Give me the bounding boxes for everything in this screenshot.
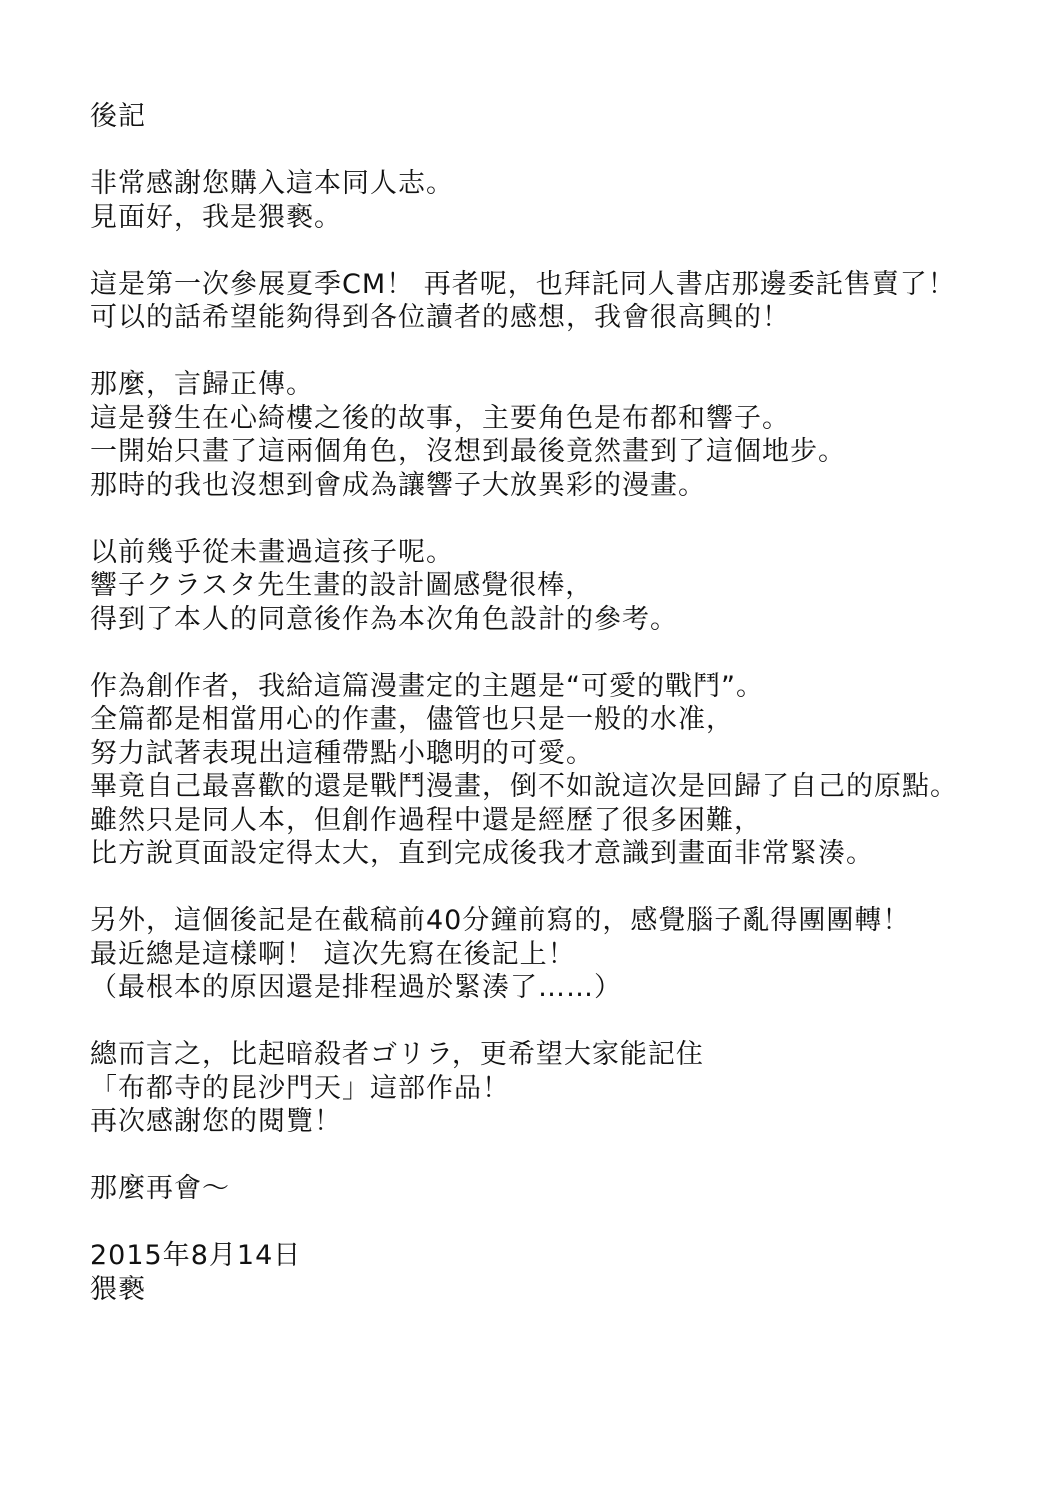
text-line: 努力試著表現出這種帶點小聰明的可愛。 — [90, 737, 594, 769]
text-line: 另外，這個後記是在截稿前40分鐘前寫的，感覺腦子亂得團團轉！ — [90, 905, 911, 936]
text-line: 響子クラスタ先生畫的設計圖感覺很棒， — [90, 570, 594, 601]
text-line: 那時的我也沒想到會成為讓響子大放異彩的漫畫。 — [90, 469, 706, 501]
afterword-title: 後記 — [90, 101, 146, 132]
text-line: 見面好，我是猥褻。 — [90, 201, 342, 233]
text-line: 這是第一次參展夏季CM！ 再者呢，也拜託同人書店那邊委託售賣了！ — [90, 268, 956, 300]
paragraph-gap — [90, 335, 990, 369]
text-line: 得到了本人的同意後作為本次角色設計的參考。 — [90, 603, 678, 635]
text-line: 那麼，言歸正傳。 — [90, 369, 314, 400]
paragraph-gap — [90, 502, 990, 536]
paragraph-gap — [90, 871, 990, 905]
text-line: 一開始只畫了這兩個角色，沒想到最後竟然畫到了這個地步。 — [90, 436, 846, 467]
paragraph-gap — [90, 134, 990, 168]
text-line: 再次感謝您的閱覽！ — [90, 1106, 342, 1137]
text-line: 非常感謝您購入這本同人志。 — [90, 168, 454, 199]
text-line: 以前幾乎從未畫過這孩子呢。 — [90, 536, 454, 568]
paragraph-gap — [90, 234, 990, 268]
text-line: 這是發生在心綺樓之後的故事，主要角色是布都和響子。 — [90, 402, 790, 434]
afterword-text — [90, 100, 990, 1306]
text-line: （最根本的原因還是排程過於緊湊了……） — [90, 972, 622, 1003]
text-line: 作為創作者，我給這篇漫畫定的主題是“可愛的戰鬥”。 — [90, 670, 764, 702]
paragraph-gap — [90, 1206, 990, 1240]
text-line: 可以的話希望能夠得到各位讀者的感想，我會很高興的！ — [90, 302, 790, 333]
text-line: 全篇都是相當用心的作畫，儘管也只是一般的水准， — [90, 704, 734, 735]
text-line: 畢竟自己最喜歡的還是戰鬥漫畫，倒不如說這次是回歸了自己的原點。 — [90, 771, 958, 802]
signature-line: 猥褻 — [90, 1273, 146, 1305]
date-line: 2015年8月14日 — [90, 1240, 302, 1271]
paragraph-gap — [90, 636, 990, 670]
text-line: 「布都寺的昆沙門天」這部作品！ — [90, 1072, 510, 1104]
paragraph-gap — [90, 1139, 990, 1173]
text-line: 雖然只是同人本，但創作過程中還是經歷了很多困難， — [90, 804, 762, 836]
text-line: 最近總是這樣啊！ 這次先寫在後記上！ — [90, 938, 576, 970]
text-line: 比方說頁面設定得太大，直到完成後我才意識到畫面非常緊湊。 — [90, 838, 874, 869]
text-line: 總而言之，比起暗殺者ゴリラ，更希望大家能記住 — [90, 1039, 704, 1070]
closing-line: 那麼再會～ — [90, 1173, 230, 1204]
paragraph-gap — [90, 1005, 990, 1039]
